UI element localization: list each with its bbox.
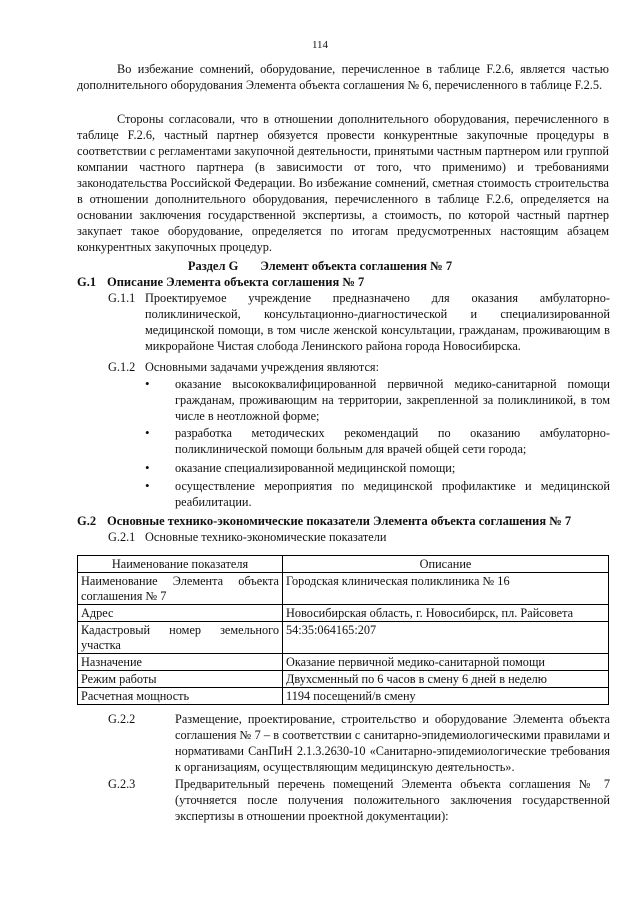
- table-row: [78, 622, 609, 654]
- list-item-text: оказание специализированной медицинской помощи;: [175, 461, 456, 475]
- table-cell: Наименование Элемента объекта соглашения № 7: [78, 573, 283, 605]
- list-item-text: разработка методических рекомендаций по оказанию амбулаторно-поликлинической помощи больным для врачей общей сети города;: [175, 426, 610, 456]
- clause-text: Проектируемое учреждение предназначено для оказания амбулаторно-поликлинической, консультационно-диагностической и специализированной медицинской помощи, в том числе женской консультации, гражданам, проживающим в микрорайоне Чистая слобода Ленинского района города Новосибирска.: [145, 291, 610, 353]
- column-header: Описание: [283, 556, 609, 573]
- section-label: Раздел G: [187, 259, 239, 273]
- clause-text: Основные технико-экономические показатели: [145, 530, 387, 544]
- list-item: [145, 478, 610, 510]
- table-cell: Новосибирская область, г. Новосибирск, пл. Райсовета: [283, 605, 609, 622]
- clause-g2-3: [108, 776, 610, 824]
- clause-text: Основными задачами учреждения являются:: [145, 360, 379, 374]
- table-row: [78, 671, 609, 688]
- heading-g1: [77, 274, 364, 290]
- bullet-icon: •: [145, 478, 150, 493]
- clause-g1-2: [108, 359, 610, 375]
- bullet-icon: •: [145, 425, 150, 440]
- table-header-row: [78, 556, 609, 573]
- table-cell: 54:35:064165:207: [283, 622, 609, 654]
- clause-number: G.1.2: [108, 360, 136, 374]
- clause-g1-1: [108, 290, 610, 354]
- clause-number: G.2.1: [108, 530, 136, 544]
- clause-text: Размещение, проектирование, строительство и оборудование Элемента объекта соглашения № 7 – в соответствии с санитарно-эпидемиологическими правилами и нормативами СанПиН 2.1.3.2630-10 «Санитарно-эпидемиологические требования к организациям, осуществляющим медицинскую деятельность».: [175, 712, 610, 774]
- section-title: Элемент объекта соглашения № 7: [260, 259, 453, 273]
- heading-g2-title: Основные технико-экономические показатели Элемента объекта соглашения № 7: [107, 514, 572, 528]
- heading-g2: [77, 513, 571, 529]
- indicators-table: [77, 555, 609, 705]
- table-cell: Режим работы: [78, 671, 283, 688]
- table-cell: Адрес: [78, 605, 283, 622]
- list-item: [145, 425, 610, 457]
- table-row: [78, 654, 609, 671]
- clause-text: Предварительный перечень помещений Элемента объекта соглашения № 7 (уточняется после получения положительного заключения государственной экспертизы в отношении проектной документации):: [175, 777, 610, 823]
- table-row: [78, 605, 609, 622]
- heading-g1-number: G.1: [77, 275, 97, 289]
- table-row: [78, 573, 609, 605]
- table-cell: Двухсменный по 6 часов в смену 6 дней в неделю: [283, 671, 609, 688]
- clause-number: G.2.3: [108, 777, 136, 791]
- paragraph-equipment-note: Во избежание сомнений, оборудование, перечисленное в таблице F.2.6, является частью дополнительного оборудования Элемента объекта соглашения № 6, перечисленного в таблице F.2.5.: [77, 62, 609, 92]
- table-cell: Городская клиническая поликлиника № 16: [283, 573, 609, 605]
- table-cell: Назначение: [78, 654, 283, 671]
- heading-g2-number: G.2: [77, 514, 97, 528]
- list-item-text: оказание высококвалифицированной первичной медико-санитарной помощи гражданам, проживающим на территории, закрепленной за поликлиникой, в том числе в неотложной форме;: [175, 377, 610, 423]
- clause-number: G.2.2: [108, 712, 136, 726]
- page-number: 114: [311, 39, 329, 51]
- bullet-icon: •: [145, 376, 150, 391]
- bullet-icon: •: [145, 460, 150, 475]
- table-cell: Оказание первичной медико-санитарной помощи: [283, 654, 609, 671]
- clause-number: G.1.1: [108, 291, 136, 305]
- heading-g1-title: Описание Элемента объекта соглашения № 7: [107, 275, 365, 289]
- list-item: [145, 460, 610, 476]
- table-row: [78, 688, 609, 705]
- clause-g2-1: [108, 529, 610, 545]
- paragraph-procurement: Стороны согласовали, что в отношении дополнительного оборудования, перечисленного в таблице F.2.6, частный партнер обязуется провести конкурентные закупочные процедуры в соответствии с регламентами закупочной деятельности, принятыми частным партнером или группой компании частного партнера (в зависимости от того, что применимо) и требованиями законодательства Российской Федерации. Во избежание сомнений, сметная стоимость строительства в отношении дополнительного оборудования, перечисленного в таблице F.2.6, определяется на основании заключения государственной экспертизы, а стоимость, по которой частный партнер закупает такое оборудование, определяется по итогам предусмотренных настоящим абзацем конкурентных закупочных процедур.: [77, 112, 609, 254]
- clause-g2-2: [108, 711, 610, 775]
- column-header: Наименование показателя: [78, 556, 283, 573]
- section-heading: [0, 258, 640, 274]
- table-cell: 1194 посещений/в смену: [283, 688, 609, 705]
- list-item-text: осуществление мероприятия по медицинской профилактике и медицинской реабилитации.: [175, 479, 610, 509]
- list-item: [145, 376, 610, 424]
- table-cell: Расчетная мощность: [78, 688, 283, 705]
- table-cell: Кадастровый номер земельного участка: [78, 622, 283, 654]
